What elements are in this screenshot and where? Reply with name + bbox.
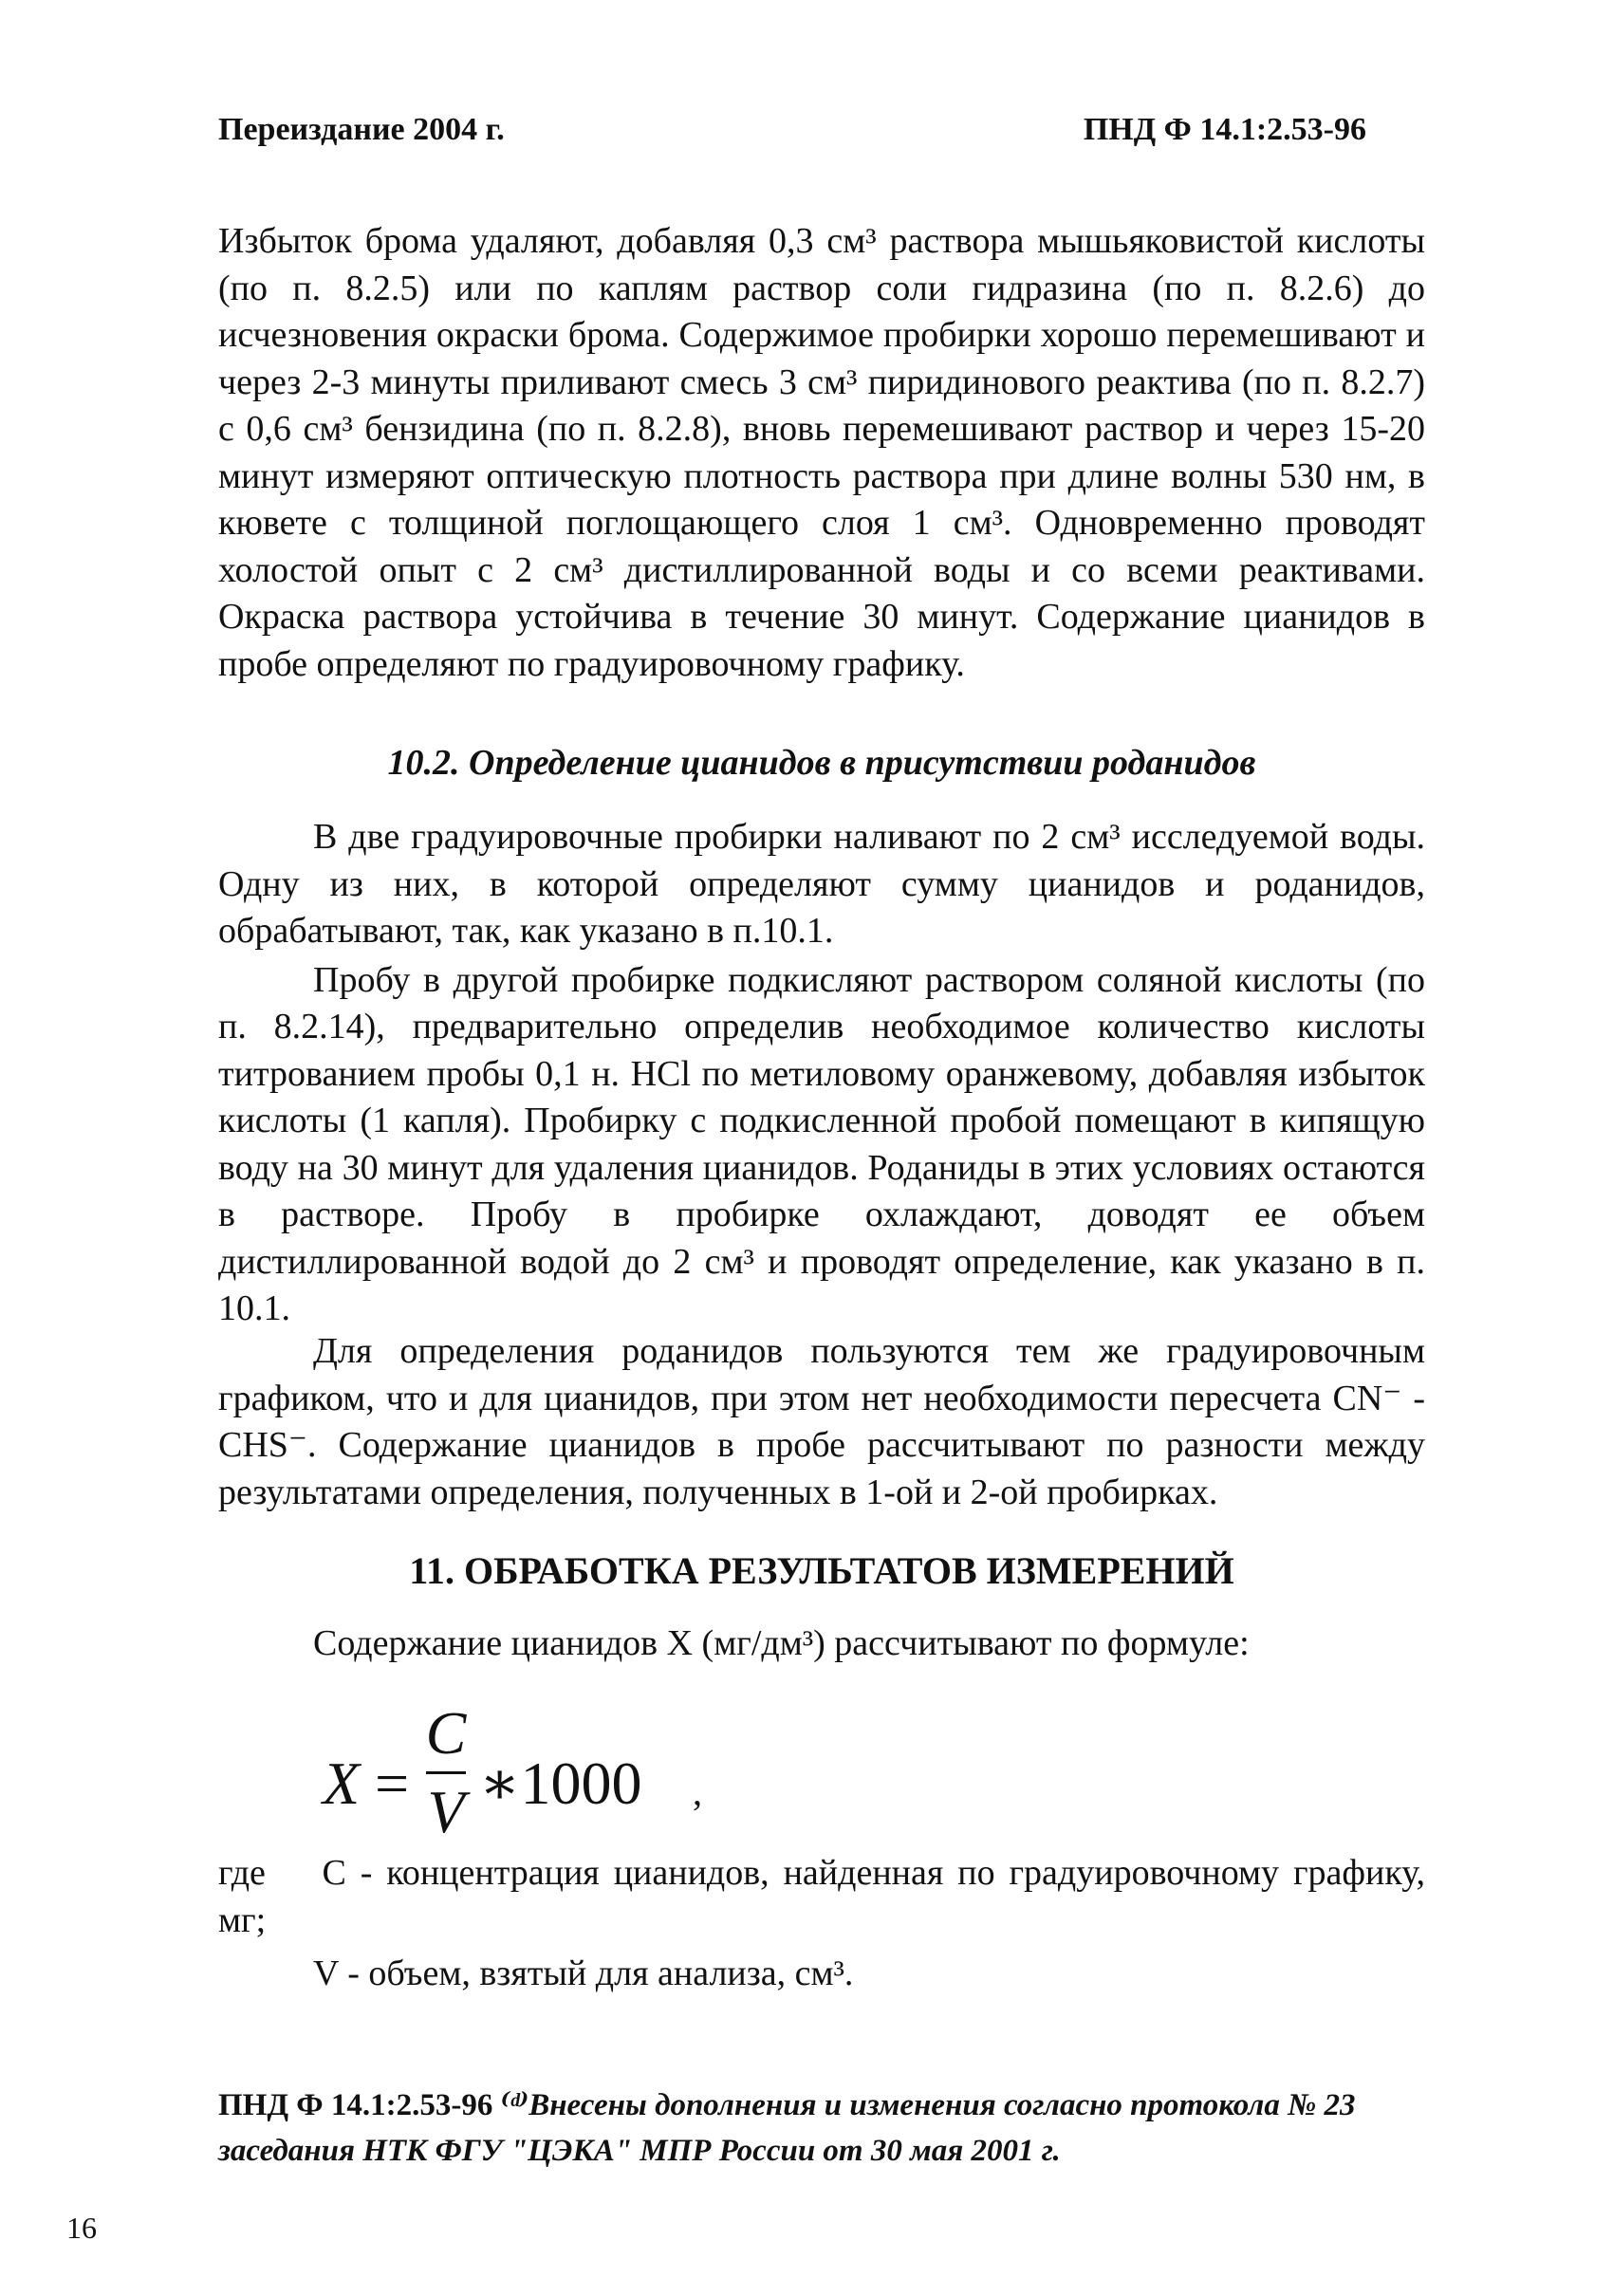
subsection-title: 10.2. Определение цианидов в присутствии роданидов [387,743,1256,783]
paragraph-formula-intro [313,1620,1425,1668]
formula-lhs: X [323,1750,361,1817]
header-reissue: Переиздание 2004 г. [218,112,505,147]
formula-comma: , [693,1770,702,1813]
footnote-code: ПНД Ф 14.1:2.53-96 [218,2088,493,2122]
formula-fraction [417,1699,474,1845]
formula-equals: = [375,1750,410,1817]
definition-v [313,1951,1425,1998]
paragraph-text: Для определения роданидов пользуются тем же градуировочным графиком, что и для цианидов, при этом нет необходимости пересчета CN⁻ - CHS⁻. Содержание цианидов в пробе рассчитывают по разности между результатами определения, полученных в 1-ой и 2-ой пробирках. [218,1331,1425,1512]
paragraph-acidify-sample: Пробу в другой пробирке подкисляют раствором соляной кислоты (по п. 8.2.14), предварительно определив необходимое количество кислоты титрованием пробы 0,1 н. HCl по метиловому оранжевому, добавляя избыток кислоты (1 капля). Пробирку с подкисленной пробой помещают в кипящую воду на 30 минут для удаления цианидов. Роданиды в этих условиях остаются в растворе. Пробу в пробирке охлаждают, доводят ее объем дистиллированной водой до 2 см³ и проводят определение, как указано в п. 10.1. [218,959,1425,1328]
paragraph-text: Избыток брома удаляют, добавляя 0,3 см³ раствора мышьяковистой кислоты (по п. 8.2.5) или по каплям раствор соли гидразина (по п. 8.2.6) до исчезновения окраски брома. Содержимое пробирки хорошо перемешивают и через 2-3 минуты приливают смесь 3 см³ пиридинового реактива (по п. 8.2.7) с 0,6 см³ бензидина (по п. 8.2.8), вновь перемешивают раствор и через 15-20 минут измеряют оптическую плотность раствора при длине волны 530 нм, в кювете с толщиной поглощающего слоя 1 см³. Одновременно проводят холостой опыт с 2 см³ дистиллированной воды и со всеми реактивами. Окраска раствора устойчива в течение 30 минут. Содержание цианидов в пробе определяют по градуировочному графику. [218,221,1425,684]
paragraph-two-tubes: В две градуировочные пробирки наливают по 2 см³ исследуемой воды. Одну из них, в которой определяют сумму цианидов и роданидов, обрабатывают, так, как указано в п.10.1. [218,817,1425,951]
footnote [218,2083,1425,2174]
paragraph-thiocyanates [218,1328,1425,1516]
paragraph-text: Содержание цианидов X (мг/дм³) рассчитывают по формуле: [313,1623,1250,1663]
page-header [218,112,1366,148]
paragraph-bromine-removal [218,218,1425,688]
formula-denominator: V [427,1778,465,1845]
fraction-bar [426,1771,466,1774]
page-number: 16 [66,2211,97,2245]
paragraph-text: V - объем, взятый для анализа, см³. [313,1953,854,1993]
header-document-code: ПНД Ф 14.1:2.53-96 [1083,112,1366,147]
formula [313,1699,788,1845]
definition-c [218,1850,1435,1944]
paragraph-text: где С - концентрация цианидов, найденная по градуировочному графику, мг; [218,1853,1435,1940]
footnote-text: ⁽ᵈ⁾Внесены дополнения и изменения согласно протокола № 23 заседания НТК ФГУ "ЦЭКА" МПР России от 30 мая 2001 г. [218,2088,1356,2168]
section-title: 11. ОБРАБОТКА РЕЗУЛЬТАТОВ ИЗМЕРЕНИЙ [409,1549,1234,1592]
paragraph-group-cyanides [218,814,1425,1333]
formula-multiplier: ∗1000 [479,1750,642,1817]
formula-numerator: C [425,1699,467,1767]
